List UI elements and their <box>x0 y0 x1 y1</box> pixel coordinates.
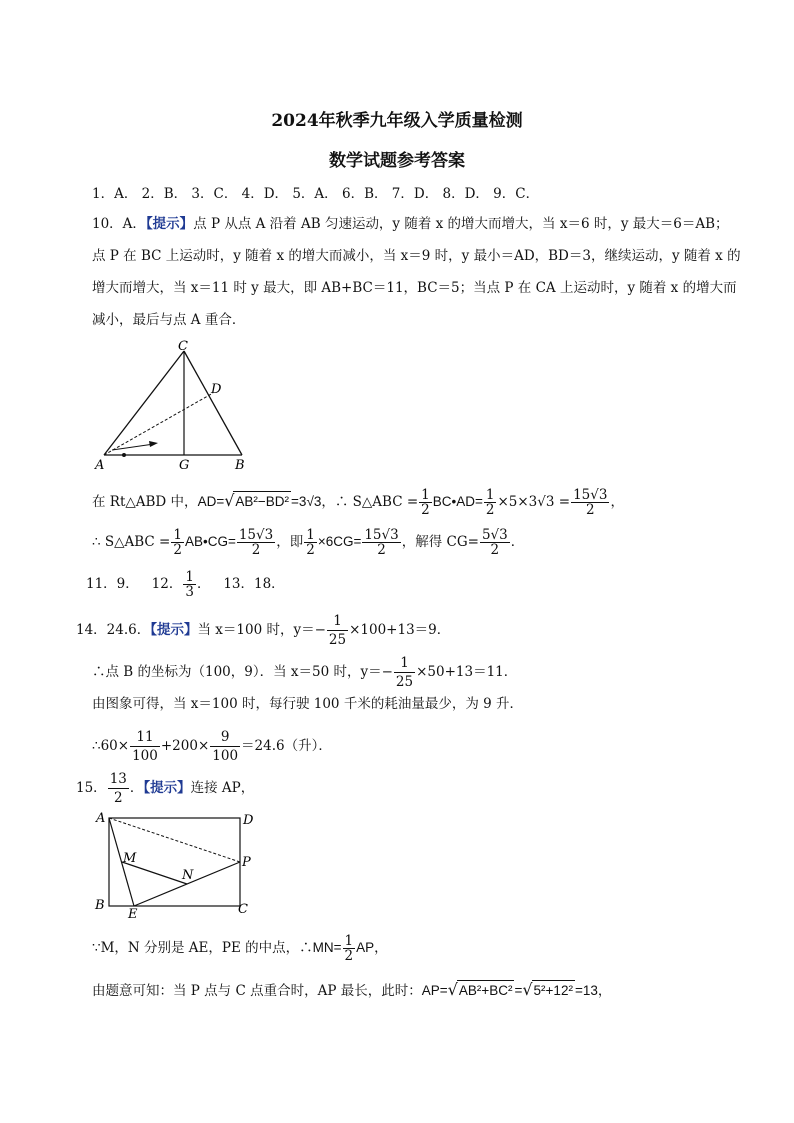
f2-cg-frac: $\frac{5√3}{2}$ <box>481 527 508 558</box>
q10-formula2 <box>92 528 524 557</box>
f1-end: ， <box>610 494 624 510</box>
q14-line1 <box>76 612 450 649</box>
sqrt-sign: √ <box>224 491 235 510</box>
label-d2: D <box>243 813 254 828</box>
q10-line1 <box>92 214 729 234</box>
label-g: G <box>179 458 190 473</box>
q14-line2 <box>92 654 517 691</box>
label-b: B <box>235 458 245 473</box>
f2-abcg: AB•CG= <box>184 534 236 549</box>
q14-lead: 14．24.6． <box>76 622 151 638</box>
q15-line2 <box>92 934 388 963</box>
f2-half-frac2: $\frac{1}{2}$ <box>306 527 315 558</box>
q14-l1a: 当 x＝100 时，y＝− <box>197 622 326 638</box>
f2-6cg: ×6CG= <box>317 534 362 549</box>
f1-radicand: AB²−BD² <box>233 491 291 512</box>
q14-l4a: ∴60× <box>92 738 130 754</box>
f2-end: ． <box>510 534 525 550</box>
q15-line1: 15． $\frac{13}{2}$ ．【提示】连接 AP， <box>76 771 255 806</box>
q15-l2a: ∵M，N 分别是 AE，PE 的中点，∴ <box>92 940 313 956</box>
label-d: D <box>211 382 222 397</box>
q10-line3: 增大而增大，当 x＝11 时 y 最大，即 AB+BC＝11，BC＝5；当点 P 在 CA 上运动时，y 随着 x 的增大而 <box>92 280 737 296</box>
label-n: N <box>182 868 194 883</box>
f1-ad: AD= <box>197 494 225 509</box>
page-title: 2024年秋季九年级入学质量检测 <box>271 111 523 131</box>
q10-hint-label: 【提示】 <box>145 216 194 232</box>
q11-13-answers <box>86 570 285 599</box>
label-c: C <box>178 339 188 354</box>
q15-answer-frac: $\frac{13}{2}$ <box>109 771 127 806</box>
q15-half-frac: $\frac{1}{2}$ <box>344 933 354 964</box>
q14-l2a: ∴点 B 的坐标为（100，9）．当 x＝50 时，y＝− <box>92 664 393 680</box>
f2-frac1: $\frac{15√3}{2}$ <box>238 527 274 558</box>
q15-l2b: MN= <box>312 940 342 955</box>
q14-l2b: ×50+13＝11． <box>416 664 518 680</box>
q15-hint-label: 【提示】 <box>143 780 191 796</box>
f1-ad-val: =3√3 <box>291 494 322 509</box>
f1-half-frac2: $\frac{1}{2}$ <box>485 487 495 518</box>
dashed-ad <box>104 393 213 455</box>
f1-result-frac: $\frac{15√3}{2}$ <box>573 487 608 518</box>
q15-l3d: = <box>514 983 523 998</box>
sqrt-sign-2: √ <box>447 980 458 999</box>
label-p: P <box>242 855 251 870</box>
label-a2: A <box>96 811 106 826</box>
q14-frac1: $\frac{1}{25}$ <box>328 613 347 648</box>
label-a: A <box>95 458 105 473</box>
q15-line3 <box>92 980 611 1001</box>
q14-line4 <box>92 728 332 765</box>
q10-line4: 减小，最后与点 A 重合． <box>92 312 246 328</box>
f2-half-frac: $\frac{1}{2}$ <box>173 527 182 558</box>
label-e: E <box>128 907 138 921</box>
f1-calc: ×5×3√3 = <box>497 494 571 510</box>
q10-line2: 点 P 在 BC 上运动时，y 随着 x 的增大而减小，当 x＝9 时，y 最小＝AD，BD＝3，继续运动，y 随着 x 的 <box>92 248 741 264</box>
page-subtitle: 数学试题参考答案 <box>329 151 465 171</box>
a12-frac: $\frac{1}{3}$ <box>185 569 194 600</box>
q14-frac2: $\frac{1}{25}$ <box>395 655 414 690</box>
f1-mid: ，∴ S△ABC = <box>321 494 419 510</box>
sqrt-sign-3: √ <box>522 980 533 999</box>
q14-frac3: $\frac{11}{100}$ <box>132 729 158 764</box>
rectangle-figure <box>92 806 262 921</box>
q14-l1b: ×100+13＝9． <box>349 622 451 638</box>
f1-pre: 在 Rt△ABD 中， <box>92 494 198 510</box>
a12-end: ． <box>196 576 211 592</box>
f1-half-frac: $\frac{1}{2}$ <box>421 487 430 518</box>
f2-mid: ，即 <box>276 534 304 550</box>
q15-lead: 15． <box>76 780 107 796</box>
mc-answers: 1．A． 2．B． 3．C． 4．D． 5．A． 6．B． 7．D． 8．D． 9．C． <box>92 186 540 202</box>
q10-formula1 <box>92 488 624 517</box>
q15-l3f: =13， <box>574 983 612 998</box>
f2-frac2: $\frac{15√3}{2}$ <box>364 527 399 558</box>
q15-l3b: AP= <box>421 983 448 998</box>
q15-l3a: 由题意可知：当 P 点与 C 点重合时，AP 最长，此时： <box>92 983 422 999</box>
f2-pre: ∴ S△ABC = <box>92 534 171 550</box>
label-m: M <box>123 851 137 866</box>
label-c2: C <box>238 902 248 917</box>
q14-line3: 由图象可得，当 x＝100 时，每行驶 100 千米的耗油量最少，为 9 升． <box>92 696 523 712</box>
q14-l4c: ＝24.6（升）． <box>241 738 332 754</box>
q10-lead: 10．A． <box>92 216 146 232</box>
q15-l1: 连接 AP， <box>190 780 255 796</box>
side-ac <box>104 351 184 455</box>
side-bc <box>184 351 242 455</box>
f2-solve: ，解得 CG= <box>401 534 479 550</box>
q15-l2c: AP， <box>356 940 388 955</box>
a12: 12． <box>151 576 183 592</box>
a11: 11．9． <box>86 576 139 592</box>
q14-l4b: +200× <box>160 738 210 754</box>
label-b2: B <box>95 898 105 913</box>
q15-l3c: AB²+BC² <box>457 980 515 1001</box>
q15-l3e: 5²+12² <box>532 980 575 1001</box>
point-p <box>122 453 126 457</box>
q14-frac4: $\frac{9}{100}$ <box>212 729 239 764</box>
f1-bcad: BC•AD= <box>432 494 483 509</box>
q10-text1: 点 P 从点 A 沿着 AB 匀速运动，y 随着 x 的增大而增大，当 x＝6 时，y 最大＝6＝AB； <box>193 216 729 232</box>
a13: 13．18． <box>223 576 285 592</box>
arrow-head <box>149 441 158 447</box>
q14-hint-label: 【提示】 <box>150 622 198 638</box>
triangle-figure <box>92 336 262 476</box>
